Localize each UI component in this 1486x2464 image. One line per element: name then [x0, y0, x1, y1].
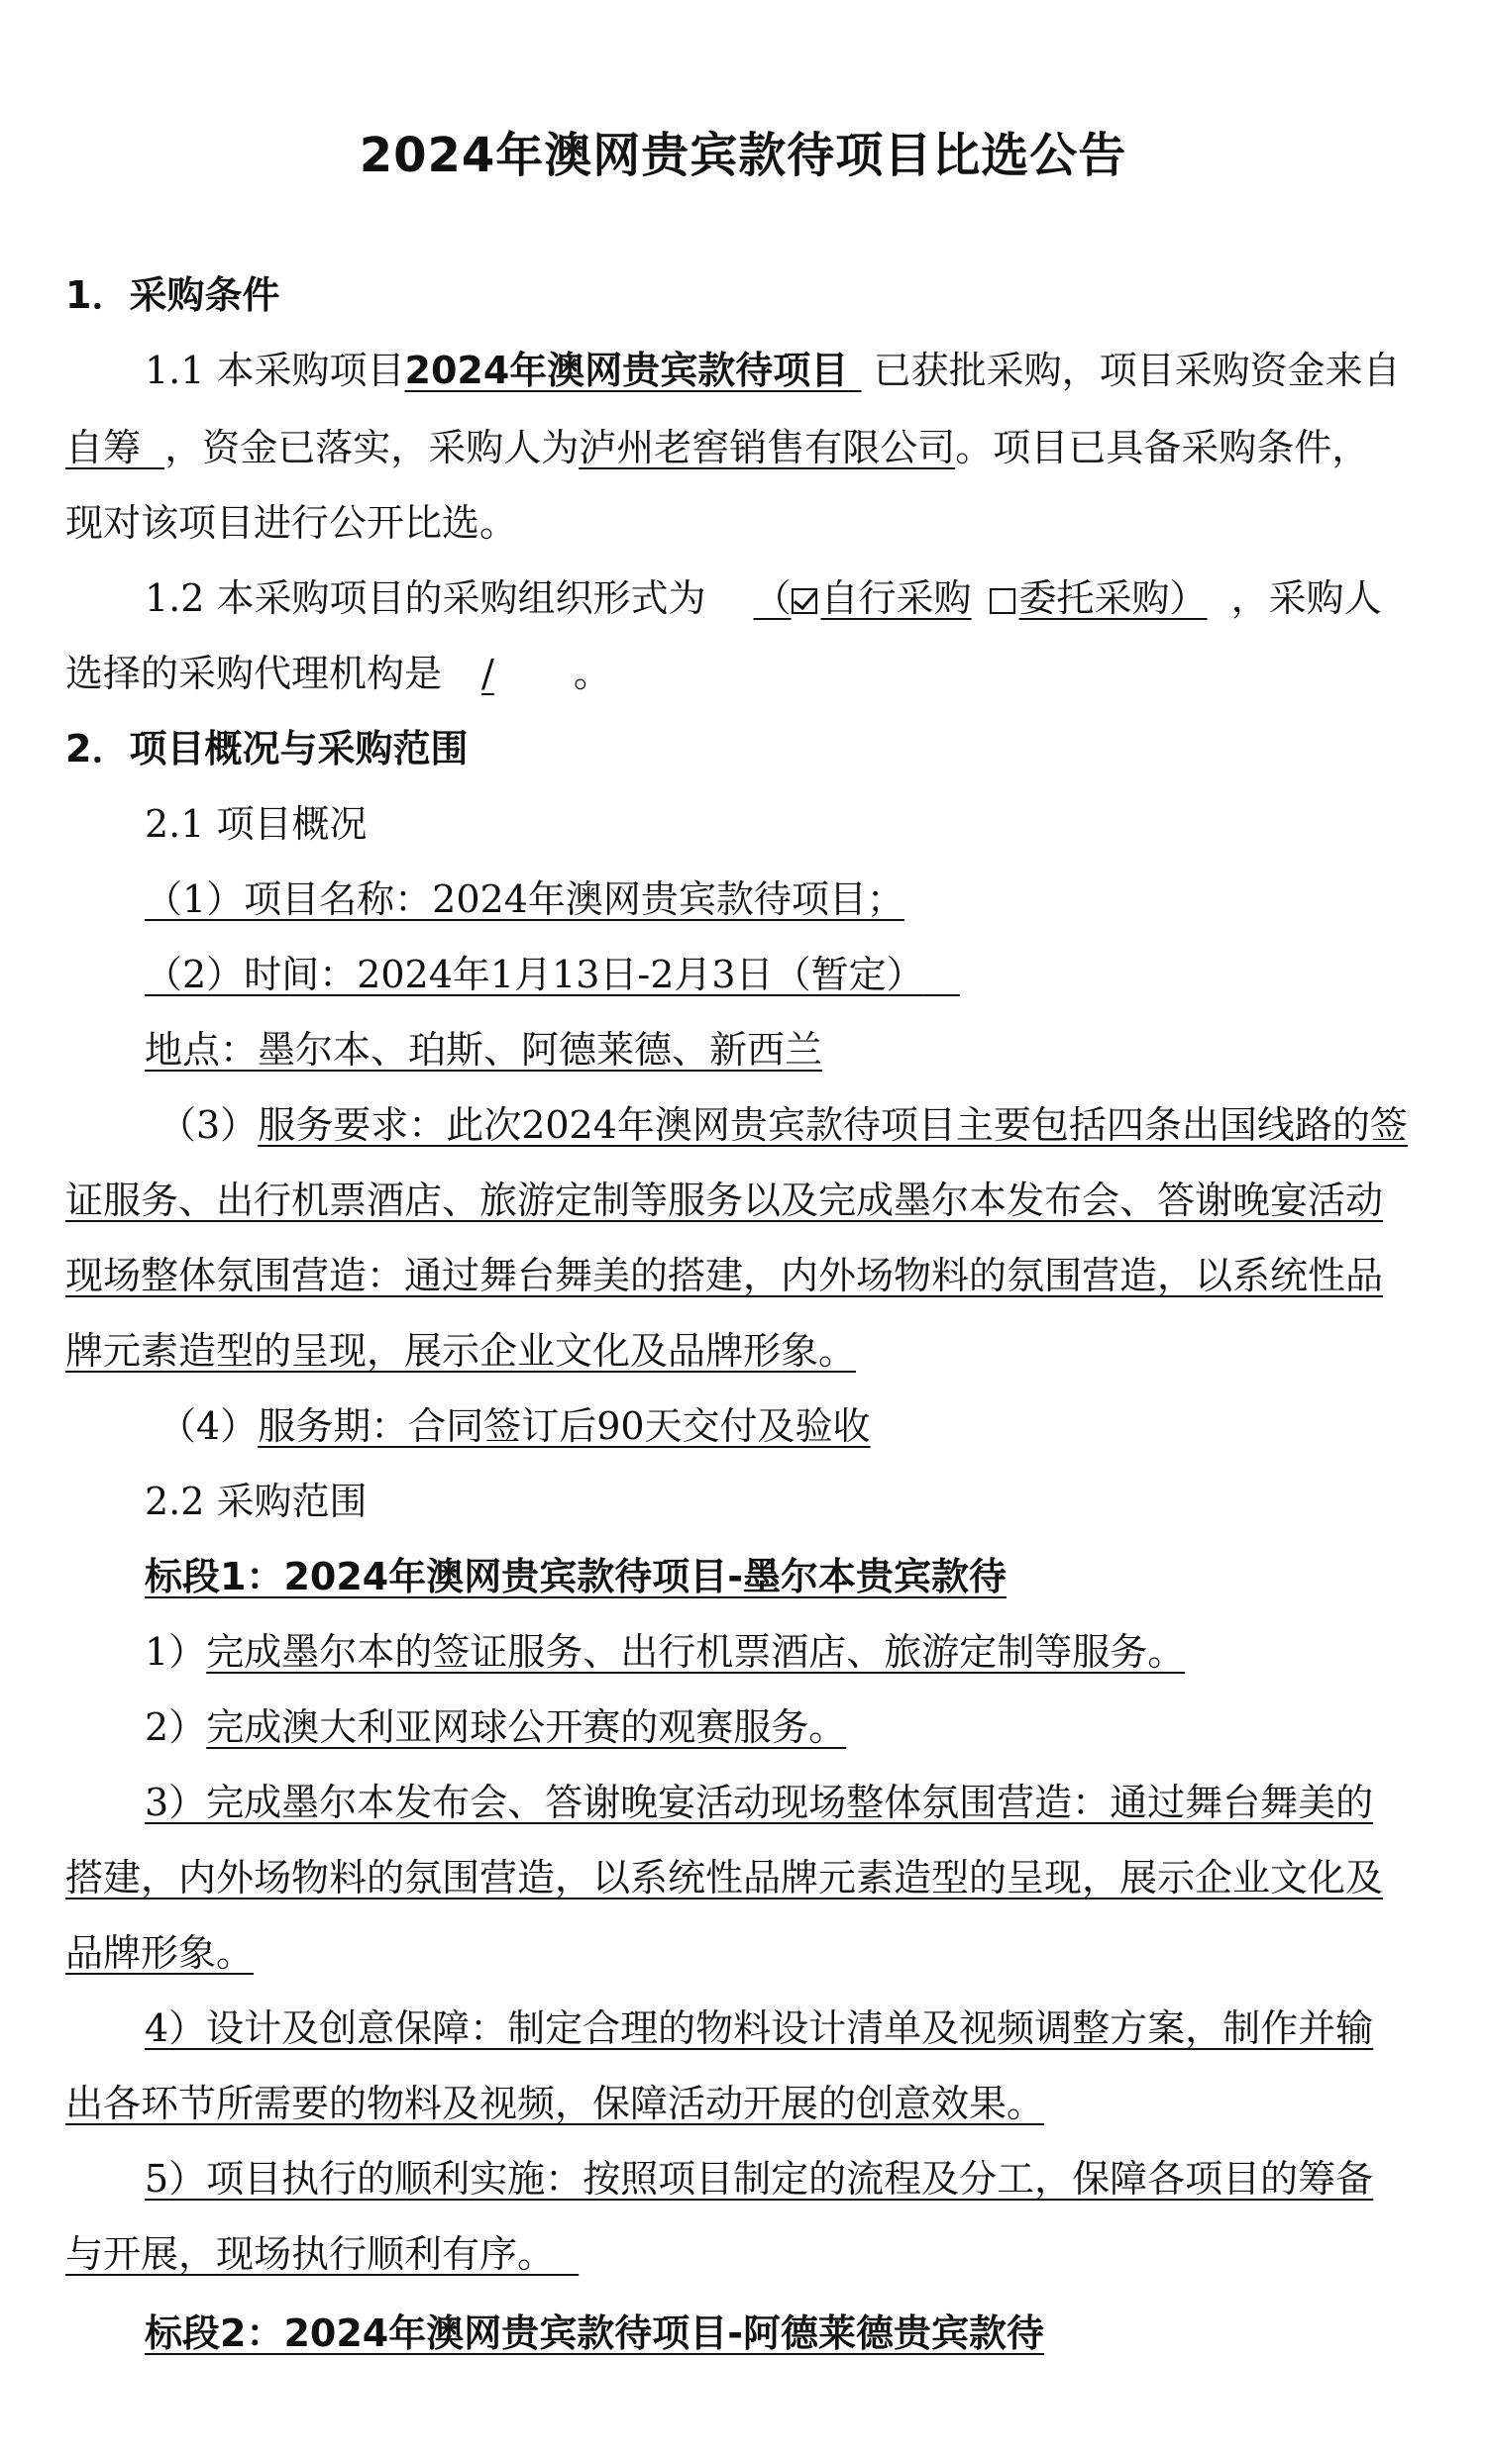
item-project-name: （1）项目名称：2024年澳网贵宾款待项目；	[145, 877, 904, 921]
item-location: 地点：墨尔本、珀斯、阿德莱德、新西兰	[145, 1028, 823, 1072]
lot-1-title: 标段1：2024年澳网贵宾款待项目-墨尔本贵宾款待	[145, 1555, 1007, 1598]
para-1-1-suffix: 。项目已具备采购条件，	[955, 426, 1370, 469]
lot-1-item-5-line-2: 与开展，现场执行顺利有序。	[65, 2232, 556, 2276]
page-title: 2024年澳网贵宾款待项目比选公告	[359, 128, 1127, 183]
subsection-2-2-heading: 2.2 采购范围	[145, 1480, 368, 1523]
lot-1-item-2: 2）完成澳大利亚网球公开赛的观赛服务。	[145, 1705, 847, 1749]
item-service-requirements-line-3: 现场整体氛围营造：通过舞台舞美的搭建，内外场物料的氛围营造，以系统性品	[65, 1254, 1384, 1297]
organization-form-options: （ 自行采购 委托采购）	[753, 576, 1208, 620]
para-1-1-line-1	[145, 343, 1401, 398]
section-1-heading: 1．采购条件	[65, 273, 280, 317]
fund-source: 自筹	[65, 426, 142, 469]
lot-1-item-4-line-2: 出各环节所需要的物料及视频，保障活动开展的创意效果。	[65, 2082, 1045, 2125]
item-service-period: （4）服务期：合同签订后90天交付及验收	[159, 1404, 871, 1448]
lot-1-item-1: 1）完成墨尔本的签证服务、出行机票酒店、旅游定制等服务。	[145, 1630, 1186, 1674]
self-procurement-checkbox-icon	[792, 588, 817, 614]
para-1-2-line-1	[145, 570, 1382, 626]
para-1-2-line-2: 选择的采购代理机构是 / 。	[65, 652, 611, 695]
item-service-requirements-line-2: 证服务、出行机票酒店、旅游定制等服务以及完成墨尔本发布会、答谢晚宴活动	[65, 1179, 1384, 1222]
lot-1-item-3-line-1: 3）完成墨尔本发布会、答谢晚宴活动现场整体氛围营造：通过舞台舞美的	[145, 1781, 1374, 1824]
para-1-1-line-3: 现对该项目进行公开比选。	[65, 501, 518, 545]
lot-2-title: 标段2：2024年澳网贵宾款待项目-阿德莱德贵宾款待	[145, 2311, 1044, 2355]
item-time: （2）时间：2024年1月13日-2月3日（暂定）	[145, 953, 924, 996]
item-service-requirements-line-4: 牌元素造型的呈现，展示企业文化及品牌形象。	[65, 1329, 857, 1373]
purchaser-name: 泸州老窖销售有限公司	[579, 426, 956, 469]
lot-1-item-5-line-1: 5）项目执行的顺利实施：按照项目制定的流程及分工，保障各项目的筹备	[145, 2157, 1374, 2201]
para-1-1-line-2	[65, 420, 1369, 475]
option-entrusted-procurement: 委托采购）	[1018, 576, 1208, 620]
subsection-2-1-heading: 2.1 项目概况	[145, 802, 368, 846]
lot-1-item-3-line-2: 搭建，内外场物料的氛围营造，以系统性品牌元素造型的呈现，展示企业文化及	[65, 1856, 1384, 1899]
lot-1-item-4-line-1: 4）设计及创意保障：制定合理的物料设计清单及视频调整方案，制作并输	[145, 2006, 1374, 2050]
section-2-heading: 2．项目概况与采购范围	[65, 727, 469, 770]
lot-1-item-3-line-3: 品牌形象。	[65, 1931, 255, 1975]
para-1-1-middle-2: ，资金已落实，采购人为	[164, 426, 580, 469]
option-self-procurement: 自行采购	[820, 576, 972, 620]
agency-name: /	[481, 652, 494, 695]
para-1-1-middle: 已获批采购，项目采购资金来自	[873, 349, 1401, 392]
para-1-2-suffix: ，采购人	[1230, 576, 1382, 620]
entrusted-procurement-checkbox-icon	[990, 588, 1015, 614]
para-1-1-prefix: 1.1 本采购项目	[145, 349, 405, 392]
para-1-2-prefix: 1.2 本采购项目的采购组织形式为	[145, 576, 706, 620]
project-name: 2024年澳网贵宾款待项目	[404, 349, 849, 392]
item-service-requirements-line-1: （3）服务要求：此次2024年澳网贵宾款待项目主要包括四条出国线路的签	[159, 1103, 1408, 1147]
